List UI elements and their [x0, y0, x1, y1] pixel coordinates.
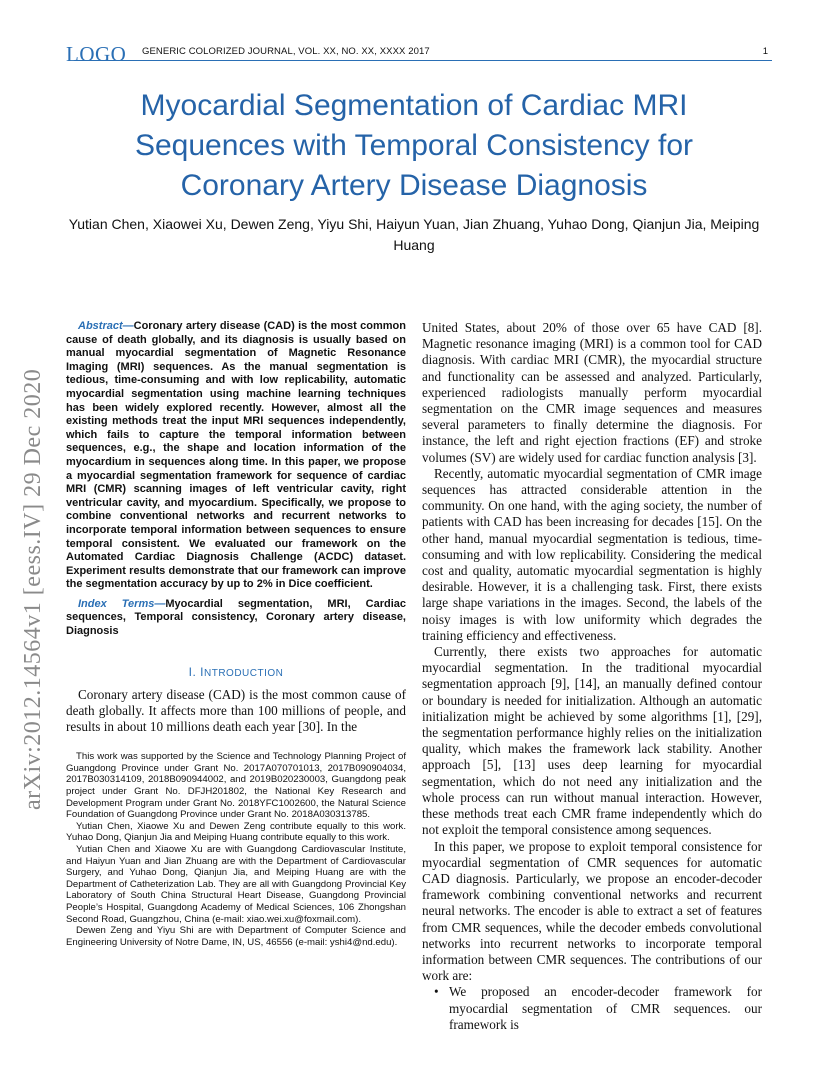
author-list: Yutian Chen, Xiaowei Xu, Dewen Zeng, Yiyu Shi, Haiyun Yuan, Jian Zhuang, Yuhao Dong, Qianjun Jia, Meiping Huang — [68, 216, 760, 253]
index-terms-text: Myocardial segmentation, MRI, Cardiac sequences, Temporal consistency, Coronary artery disease, Diagnosis — [66, 597, 406, 638]
page-number: 1 — [762, 46, 768, 57]
footnote-contribution: Yutian Chen, Xiaowe Xu and Dewen Zeng contribute equally to this work. Yuhao Dong, Qianjun Jia and Meiping Huang contribute equally to this work. — [66, 820, 406, 844]
bullet-icon: • — [434, 984, 439, 1000]
journal-logo: LOGO — [66, 42, 127, 66]
journal-name: GENERIC COLORIZED JOURNAL, VOL. XX, NO. XX, XXXX 2017 — [142, 46, 430, 57]
arxiv-stamp: arXiv:2012.14564v1 [eess.IV] 29 Dec 2020 — [20, 368, 46, 810]
section-initial: I — [200, 664, 204, 679]
index-terms-label: Index Terms— — [78, 597, 166, 610]
section-title-rest: NTRODUCTION — [203, 667, 284, 679]
abstract-label: Abstract— — [78, 320, 134, 332]
abstract-text: Coronary artery disease (CAD) is the most common cause of death globally, and its diagnosis is usually based on manual myocardial segmentation of Magnetic Resonance Imaging (MRI) sequences. As the manual segmentation is tedious, time-consuming and with low replicability, automatic myocardial segmentation using machine learning techniques has been widely explored recently. However, almost all the existing methods treat the input MRI sequences independently, which fails to capture the temporal information between sequences, e.g., the shape and location information of the myocardium in sequences along time. In this paper, we propose a myocardial segmentation framework for sequence of cardiac MRI (CMR) scanning images of left ventricular cavity, right ventricular cavity, and myocardium. Specifically, we propose to combine conventional networks and recurrent networks to incorporate temporal information between sequences to ensure temporal consistent. We evaluated our framework on the Automated Cardiac Diagnosis Challenge (ACDC) dataset. Experiment results demonstrate that our framework can improve the segmentation accuracy by up to 2% in Dice coefficient. — [66, 320, 406, 591]
body-paragraph: United States, about 20% of those over 65 have CAD [8]. Magnetic resonance imaging (MRI) is a common tool for CAD diagnosis. With cardiac MRI (CMR), the myocardial structure and functionality can be assessed and analyzed. Particularly, experienced radiologists manually perform myocardial segmentation on the CMR image sequences and measures several parameters to finally determine the diagnosis. For instance, the left and right ejection fractions (EF) and stroke volumes (SV) are widely used for cardiac function analysis [3]. — [422, 320, 762, 465]
left-column — [66, 320, 406, 948]
section-heading-introduction — [66, 665, 406, 679]
footnotes — [66, 751, 406, 948]
right-column — [422, 320, 762, 1033]
footnote-funding: This work was supported by the Science and Technology Planning Project of Guangdong Province under Grant No. 2017A070701013, 2017B090904034, 2017B030314109, 2018B090944002, and 2019B020230003, Guangdong peak project under Grant No. DFJH201802, the National Key Research and Development Program under Grant No. 2018YFC1002600, the Natural Science Foundation of Guangdong Province under Grant No. 2018A030313785. — [66, 751, 406, 821]
abstract — [66, 320, 406, 592]
intro-paragraph: Coronary artery disease (CAD) is the most common cause of death globally. It affects more than 100 millions of people, and results in about 10 millions death each year [30]. In the — [66, 686, 406, 735]
header-rule — [76, 60, 772, 61]
bullet-text: We proposed an encoder-decoder framework for myocardial segmentation of CMR sequences. our framework is — [449, 984, 762, 1032]
contribution-bullet — [422, 984, 762, 1033]
body-paragraph: Recently, automatic myocardial segmentation of CMR image sequences has attracted considerable attention in the community. On one hand, with the aging society, the number of patients with CAD has been increasing for decades [15]. On the other hand, manual myocardial segmentation is tedious, time-consuming and with low replicability. Considering the medical cost and quality, automatic myocardial segmentation is highly desirable. However, it is a challenging task. First, there exists large shape variations in the images. Second, the labels of the noisy images is with low uniformity which degrades the training efficiency and effectiveness. — [422, 465, 762, 643]
paper-title: Myocardial Segmentation of Cardiac MRI Sequences with Temporal Consistency for Coronary Artery Disease Diagnosis — [134, 89, 694, 202]
index-terms — [66, 598, 406, 639]
footnote-affiliation-nd: Dewen Zeng and Yiyu Shi are with Department of Computer Science and Engineering University of Notre Dame, IN, US, 46556 (e-mail: yshi4@nd.edu). — [66, 925, 406, 948]
footnote-affiliation: Yutian Chen and Xiaowe Xu are with Guangdong Cardiovascular Institute, and Haiyun Yuan and Jian Zhuang are with the Department of Cardiovascular Surgery, and Yuhao Dong, Qianjun Jia, and Meiping Huang are with the Department of Catheterization Lab. They are all with Guangdong Provincial Key Laboratory of South China Structural Heart Disease, Guangdong Provincial People’s Hospital, Guangdong Academy of Medical Sciences, 106 Zhongshan Second Road, Guangzhou, China (e-mail: xiao.wei.xu@foxmail.com). — [66, 844, 406, 925]
body-paragraph: In this paper, we propose to exploit temporal consistence for myocardial segmentation of CMR sequences for automatic CAD diagnosis. Particularly, we propose an encoder-decoder framework combining conventional networks and recurrent neural networks. The encoder is able to extract a set of features from CMR sequences, while the decoder embeds convolutional networks into recurrent networks to incorporate temporal information between CMR sequences. The contributions of our work are: — [422, 838, 762, 984]
section-number: I. — [188, 664, 197, 679]
body-paragraph: Currently, there exists two approaches for automatic myocardial segmentation. In the traditional myocardial segmentation approach [9], [14], an manually defined contour or boundary is needed for initialization. Although an automatic initialization might be achieved by some algorithms [1], [29], the segmentation performance highly relies on the initialization quality, which makes the framework lack stability. Another approach [5], [13] uses deep learning for myocardial segmentation, which do not need any initialization and the whole process can run without manual interaction. However, these methods treat each CMR frame independently which do not exploit the temporal consistence among sequences. — [422, 644, 762, 838]
